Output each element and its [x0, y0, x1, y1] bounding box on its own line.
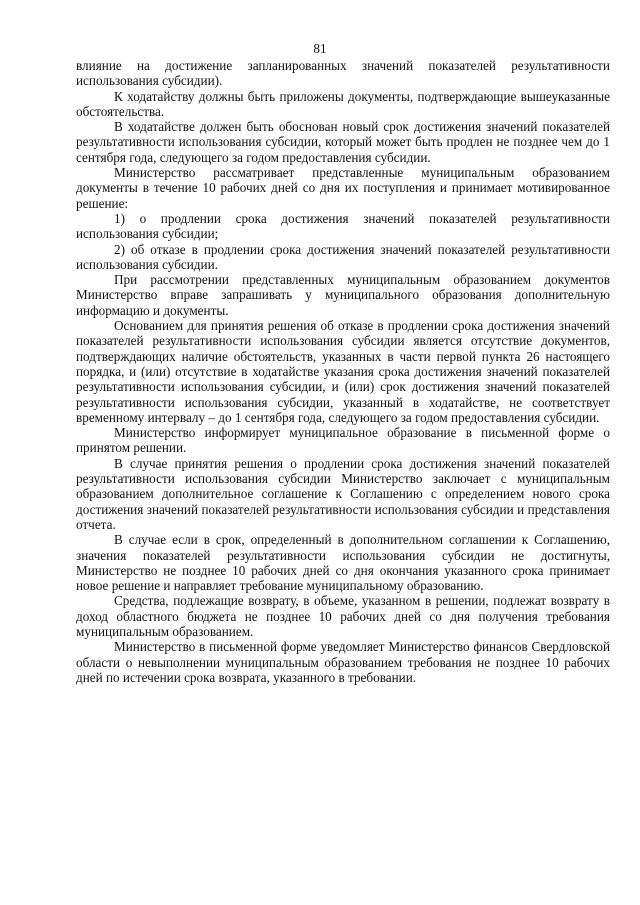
- paragraph-refusal-grounds: Основанием для принятия решения об отказе в продлении срока достижения значений показателей результативности использования субсидии является отсутствие документов, подтверждающих наличие обстоятельств, указанных в части первой пункта 26 настоящего порядка, и (или) отсутствие в ходатайстве указания срока достижения значений показателей результативности использования субсидии, и (или) срок достижения значений показателей результативности использования субсидии, указанный в ходатайстве, не соответствует временному интервалу – до 1 сентября года, следующего за годом предоставления субсидии.: [76, 318, 610, 425]
- paragraph-new-deadline: В ходатайстве должен быть обоснован новый срок достижения значений показателей результативности использования субсидии, который может быть продлен не позднее чем до 1 сентября года, следующего за годом предоставления субсидии.: [76, 119, 610, 165]
- paragraph-not-achieved: В случае если в срок, определенный в дополнительном соглашении к Соглашению, значения показателей результативности использования субсидии не достигнуты, Министерство не позднее 10 рабочих дней со дня окончания указанного срока принимает новое решение и направляет требование муниципальному образованию.: [76, 532, 610, 594]
- paragraph-notification: Министерство информирует муниципальное образование в письменной форме о принятом решении.: [76, 425, 610, 456]
- paragraph-ministry-review: Министерство рассматривает представленные муниципальным образованием документы в течение 10 рабочих дней со дня их поступления и принимает мотивированное решение:: [76, 165, 610, 211]
- list-item-extension: 1) о продлении срока достижения значений показателей результативности использования субсидии;: [76, 210, 610, 242]
- paragraph-continuation: влияние на достижение запланированных значений показателей результативности использования субсидии).: [76, 58, 610, 89]
- paragraph-additional-agreement: В случае принятия решения о продлении срока достижения значений показателей результативности использования субсидии Министерство заключает с муниципальным образованием дополнительное соглашение к Соглашению с определением нового срока достижения значений показателей результативности использования субсидии и представления отчета.: [76, 455, 610, 532]
- paragraph-request-info: При рассмотрении представленных муниципальным образованием документов Министерство вправе запрашивать у муниципального образования дополнительную информацию и документы.: [76, 272, 610, 318]
- paragraph-attached-documents: К ходатайству должны быть приложены документы, подтверждающие вышеуказанные обстоятельства.: [76, 88, 610, 119]
- page-number: 81: [313, 41, 327, 56]
- list-item-refusal: 2) об отказе в продлении срока достижения значений показателей результативности использования субсидии.: [76, 241, 610, 272]
- document-body: [76, 58, 610, 685]
- paragraph-refund: Средства, подлежащие возврату, в объеме, указанном в решении, подлежат возврату в доход областного бюджета не позднее 10 рабочих дней со дня получения требования муниципальным образованием.: [76, 593, 610, 639]
- paragraph-finance-ministry-notice: Министерство в письменной форме уведомляет Министерство финансов Свердловской области о невыполнении муниципальным образованием требования не позднее 10 рабочих дней по истечении срока возврата, указанного в требовании.: [76, 639, 610, 685]
